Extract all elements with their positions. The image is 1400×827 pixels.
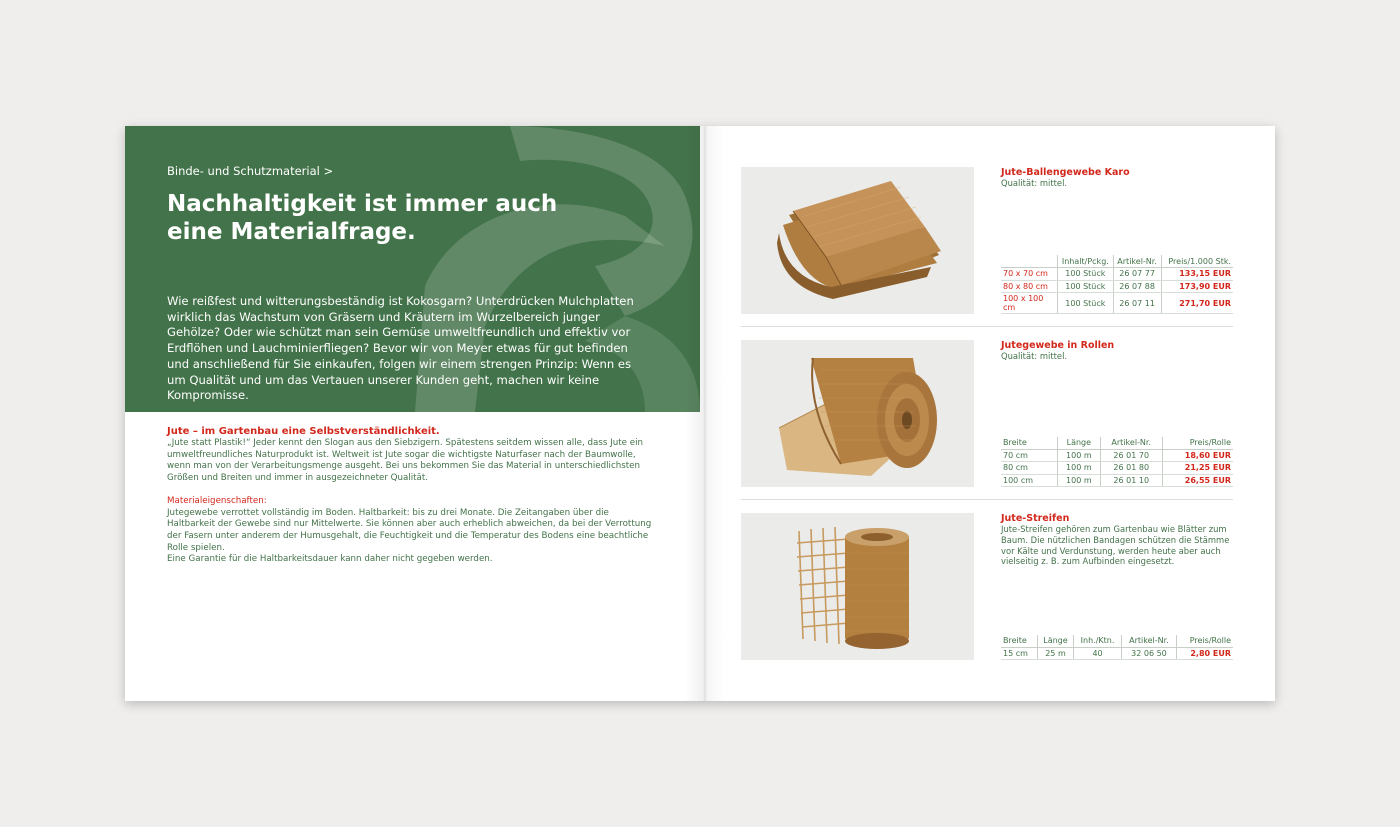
column-header: Artikel-Nr.	[1113, 255, 1161, 268]
product-title: Jute-Streifen	[1001, 513, 1070, 524]
article-number-cell: 26 01 80	[1100, 462, 1162, 475]
table-header-row	[1001, 437, 1233, 450]
price-cell: 173,90 EUR	[1161, 280, 1233, 293]
article-number-cell: 26 01 10	[1100, 474, 1162, 487]
article-number-cell: 26 07 11	[1113, 293, 1161, 314]
table-row	[1001, 293, 1233, 314]
product-info-ballengewebe	[1001, 167, 1233, 314]
column-header: Breite	[1001, 635, 1037, 648]
length-cell: 100 m	[1058, 474, 1101, 487]
product-info-streifen	[1001, 513, 1233, 660]
product-photo-ballengewebe	[741, 167, 974, 314]
price-table-streifen	[1001, 635, 1233, 661]
column-header: Inhalt/Pckg.	[1058, 255, 1114, 268]
column-header: Länge	[1058, 437, 1101, 450]
width-cell: 70 cm	[1001, 449, 1058, 462]
column-header: Preis/Rolle	[1176, 635, 1233, 648]
hero-panel	[125, 126, 700, 412]
article-number-cell: 26 01 70	[1100, 449, 1162, 462]
column-header: Inh./Ktn.	[1074, 635, 1122, 648]
table-row	[1001, 449, 1233, 462]
table-header-row	[1001, 255, 1233, 268]
price-table-rollen	[1001, 437, 1233, 488]
product-jute-streifen	[741, 513, 1233, 661]
folded-jute-cloth-icon	[741, 167, 974, 314]
jute-strip-roll-icon	[741, 513, 974, 660]
price-cell: 2,80 EUR	[1176, 647, 1233, 660]
intro-paragraph: Wie reißfest und witterungsbeständig ist Kokosgarn? Unterdrücken Mulchplatten wirklich das Wachstum von Gräsern und Kräutern im Wurzelbereich junger Gehölze? Oder wie schützt man sein Gemüse umweltfreundlich und effektiv vor Erdflöhen und Lauchminierfliegen? Bevor wir von Meyer etwas für gut befinden und anschließend für Sie einkaufen, folgen wir einem strengen Prinzip: Wenn es um Qualität und um das Vertauen unserer Kunden geht, machen wir keine Kompromisse.	[167, 294, 634, 403]
column-header: Artikel-Nr.	[1121, 635, 1176, 648]
article-number-cell: 26 07 77	[1113, 268, 1161, 281]
product-description: Jute-Streifen gehören zum Gartenbau wie Blätter zum Baum. Die nützlichen Bandagen schützen die Stämme vor Kälte und Verdunstung, werden heute aber auch vielseitig z. B. zum Aufbinden eingesetzt.	[1001, 524, 1230, 567]
product-photo-rollen	[741, 340, 974, 487]
content-cell: 100 Stück	[1058, 293, 1114, 314]
product-title: Jutegewebe in Rollen	[1001, 340, 1115, 351]
jute-section	[167, 426, 652, 566]
jute-roll-icon	[741, 340, 974, 487]
product-ballengewebe	[741, 167, 1233, 315]
properties-title: Materialeigenschaften:	[167, 495, 267, 506]
column-header: Preis/Rolle	[1162, 437, 1233, 450]
content-cell: 100 Stück	[1058, 280, 1114, 293]
page-title	[167, 190, 587, 246]
article-number-cell: 26 07 88	[1113, 280, 1161, 293]
divider	[741, 499, 1233, 500]
size-cell: 80 x 80 cm	[1001, 280, 1058, 293]
table-row	[1001, 474, 1233, 487]
section-text: „Jute statt Plastik!“ Jeder kennt den Slogan aus den Siebzigern. Spätestens seitdem wissen alle, dass Jute ein umweltfreundliches Naturprodukt ist. Weltweit ist Jute sogar die wichtigste Naturfaser nach der Baumwolle, wenn man von der Verarbeitungsmenge ausgeht. Bei uns bekommen Sie das Material in unterschiedlichsten Größen und Breiten und immer in ausgezeichneter Qualität.	[167, 438, 643, 484]
width-cell: 100 cm	[1001, 474, 1058, 487]
table-row	[1001, 280, 1233, 293]
product-quality: Qualität: mittel.	[1001, 178, 1068, 188]
table-row	[1001, 647, 1233, 660]
length-cell: 100 m	[1058, 462, 1101, 475]
column-header: Artikel-Nr.	[1100, 437, 1162, 450]
length-cell: 25 m	[1037, 647, 1073, 660]
table-header-row	[1001, 635, 1233, 648]
width-cell: 15 cm	[1001, 647, 1037, 660]
content-cell: 40	[1074, 647, 1122, 660]
price-cell: 133,15 EUR	[1161, 268, 1233, 281]
article-number-cell: 32 06 50	[1121, 647, 1176, 660]
section-title: Jute – im Gartenbau eine Selbstverständlichkeit.	[167, 426, 440, 437]
product-title: Jute-Ballengewebe Karo	[1001, 167, 1130, 178]
table-row	[1001, 268, 1233, 281]
breadcrumb: Binde- und Schutzmaterial >	[167, 164, 334, 178]
size-cell: 100 x 100 cm	[1001, 293, 1058, 314]
price-cell: 18,60 EUR	[1162, 449, 1233, 462]
product-quality: Qualität: mittel.	[1001, 351, 1068, 361]
divider	[741, 326, 1233, 327]
price-cell: 271,70 EUR	[1161, 293, 1233, 314]
properties-note: Eine Garantie für die Haltbarkeitsdauer kann daher nicht gegeben werden.	[167, 554, 493, 565]
table-row	[1001, 462, 1233, 475]
column-header: Preis/1.000 Stk.	[1161, 255, 1233, 268]
column-header: Länge	[1037, 635, 1073, 648]
page-title-line-1: Nachhaltigkeit ist immer auch	[167, 191, 558, 217]
width-cell: 80 cm	[1001, 462, 1058, 475]
product-info-rollen	[1001, 340, 1233, 487]
price-table-ballengewebe	[1001, 255, 1233, 314]
price-cell: 21,25 EUR	[1162, 462, 1233, 475]
product-jutegewebe-rollen	[741, 340, 1233, 488]
brochure-spread	[125, 126, 1275, 701]
column-header: Breite	[1001, 437, 1058, 450]
size-cell: 70 x 70 cm	[1001, 268, 1058, 281]
column-header	[1001, 255, 1058, 268]
length-cell: 100 m	[1058, 449, 1101, 462]
content-cell: 100 Stück	[1058, 268, 1114, 281]
price-cell: 26,55 EUR	[1162, 474, 1233, 487]
page-title-line-2: eine Materialfrage.	[167, 219, 416, 245]
properties-text: Jutegewebe verrottet vollständig im Boden. Haltbarkeit: bis zu drei Monate. Die Zeitangaben über die Haltbarkeit der Gewebe sind nur Mittelwerte. Sie können aber auch erheblich abweichen, da bei der Verrottung der Fasern unter anderem der Humusgehalt, die Feuchtigkeit und die Temperatur des Bodens eine beachtliche Rolle spielen.	[167, 507, 652, 553]
product-photo-streifen	[741, 513, 974, 660]
